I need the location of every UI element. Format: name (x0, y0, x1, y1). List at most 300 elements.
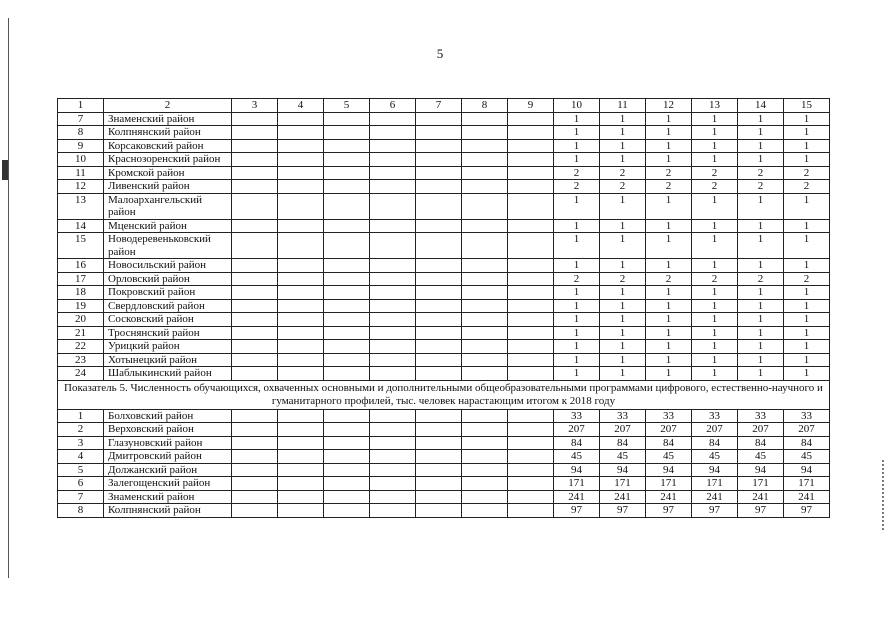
empty-cell (278, 423, 324, 437)
row-number: 16 (58, 259, 104, 273)
empty-cell (324, 450, 370, 464)
empty-cell (232, 353, 278, 367)
empty-cell (416, 193, 462, 219)
column-header: 5 (324, 99, 370, 113)
empty-cell (278, 193, 324, 219)
value-cell: 1 (554, 313, 600, 327)
empty-cell (508, 490, 554, 504)
value-cell: 171 (554, 477, 600, 491)
value-cell: 171 (784, 477, 830, 491)
value-cell: 1 (646, 193, 692, 219)
empty-cell (232, 112, 278, 126)
empty-cell (370, 313, 416, 327)
value-cell: 2 (600, 272, 646, 286)
row-number: 1 (58, 409, 104, 423)
scan-margin-line (8, 18, 9, 578)
empty-cell (370, 340, 416, 354)
empty-cell (416, 299, 462, 313)
empty-cell (462, 166, 508, 180)
empty-cell (508, 423, 554, 437)
value-cell: 241 (738, 490, 784, 504)
empty-cell (462, 299, 508, 313)
empty-cell (232, 340, 278, 354)
empty-cell (324, 409, 370, 423)
row-number: 11 (58, 166, 104, 180)
empty-cell (370, 367, 416, 381)
empty-cell (462, 450, 508, 464)
value-cell: 1 (600, 286, 646, 300)
empty-cell (370, 112, 416, 126)
empty-cell (324, 340, 370, 354)
value-cell: 1 (784, 367, 830, 381)
empty-cell (324, 490, 370, 504)
value-cell: 94 (646, 463, 692, 477)
empty-cell (416, 286, 462, 300)
empty-cell (232, 233, 278, 259)
empty-cell (508, 504, 554, 518)
empty-cell (278, 326, 324, 340)
empty-cell (324, 272, 370, 286)
empty-cell (232, 436, 278, 450)
value-cell: 1 (738, 233, 784, 259)
district-name: Шаблыкинский район (104, 367, 232, 381)
district-name: Новосильский район (104, 259, 232, 273)
value-cell: 2 (784, 272, 830, 286)
empty-cell (232, 490, 278, 504)
empty-cell (324, 112, 370, 126)
empty-cell (370, 477, 416, 491)
row-number: 12 (58, 180, 104, 194)
empty-cell (416, 409, 462, 423)
district-name: Малоархангельский район (104, 193, 232, 219)
empty-cell (232, 313, 278, 327)
value-cell: 1 (784, 233, 830, 259)
empty-cell (508, 299, 554, 313)
empty-cell (324, 259, 370, 273)
row-number: 7 (58, 490, 104, 504)
value-cell: 33 (692, 409, 738, 423)
empty-cell (324, 326, 370, 340)
value-cell: 241 (646, 490, 692, 504)
value-cell: 241 (692, 490, 738, 504)
empty-cell (508, 153, 554, 167)
empty-cell (232, 504, 278, 518)
value-cell: 1 (692, 313, 738, 327)
value-cell: 97 (784, 504, 830, 518)
value-cell: 1 (784, 153, 830, 167)
value-cell: 2 (738, 272, 784, 286)
value-cell: 1 (692, 326, 738, 340)
row-number: 8 (58, 126, 104, 140)
district-name: Болховский район (104, 409, 232, 423)
row-number: 24 (58, 367, 104, 381)
empty-cell (370, 166, 416, 180)
value-cell: 1 (600, 233, 646, 259)
value-cell: 97 (646, 504, 692, 518)
empty-cell (278, 367, 324, 381)
empty-cell (278, 450, 324, 464)
value-cell: 1 (600, 299, 646, 313)
page-number: 5 (436, 46, 444, 61)
column-header: 10 (554, 99, 600, 113)
empty-cell (232, 180, 278, 194)
district-name: Дмитровский район (104, 450, 232, 464)
row-number: 23 (58, 353, 104, 367)
value-cell: 207 (692, 423, 738, 437)
value-cell: 84 (784, 436, 830, 450)
empty-cell (370, 126, 416, 140)
value-cell: 2 (554, 180, 600, 194)
empty-cell (462, 126, 508, 140)
empty-cell (278, 286, 324, 300)
empty-cell (370, 490, 416, 504)
empty-cell (416, 340, 462, 354)
empty-cell (462, 477, 508, 491)
value-cell: 1 (692, 367, 738, 381)
empty-cell (508, 112, 554, 126)
empty-cell (416, 180, 462, 194)
row-number: 4 (58, 450, 104, 464)
empty-cell (370, 504, 416, 518)
empty-cell (278, 112, 324, 126)
value-cell: 1 (784, 126, 830, 140)
district-name: Троснянский район (104, 326, 232, 340)
value-cell: 1 (738, 286, 784, 300)
empty-cell (324, 423, 370, 437)
empty-cell (416, 139, 462, 153)
section-title-row (58, 380, 830, 409)
column-header: 2 (104, 99, 232, 113)
district-name: Глазуновский район (104, 436, 232, 450)
section-title: Показатель 5. Численность обучающихся, охваченных основными и дополнительными общеобразовательными программами цифрового, естественно-научного и гуманитарного профилей, тыс. человек нарастающим итогом к 2018 году (58, 380, 830, 409)
empty-cell (508, 477, 554, 491)
value-cell: 1 (600, 259, 646, 273)
district-name: Покровский район (104, 286, 232, 300)
empty-cell (416, 153, 462, 167)
empty-cell (508, 313, 554, 327)
row-number: 8 (58, 504, 104, 518)
district-name: Знаменский район (104, 490, 232, 504)
empty-cell (278, 463, 324, 477)
value-cell: 1 (646, 112, 692, 126)
table-row (58, 112, 830, 126)
table-row (58, 126, 830, 140)
empty-cell (232, 409, 278, 423)
empty-cell (462, 153, 508, 167)
value-cell: 2 (784, 180, 830, 194)
table-row (58, 340, 830, 354)
empty-cell (370, 353, 416, 367)
column-header: 12 (646, 99, 692, 113)
empty-cell (232, 166, 278, 180)
empty-cell (278, 139, 324, 153)
scan-edge-marks (882, 460, 886, 530)
value-cell: 1 (646, 153, 692, 167)
empty-cell (370, 299, 416, 313)
empty-cell (232, 153, 278, 167)
value-cell: 1 (646, 126, 692, 140)
value-cell: 1 (738, 126, 784, 140)
table-body (58, 99, 830, 518)
value-cell: 1 (554, 219, 600, 233)
value-cell: 1 (600, 326, 646, 340)
empty-cell (324, 299, 370, 313)
value-cell: 45 (600, 450, 646, 464)
empty-cell (462, 423, 508, 437)
empty-cell (278, 153, 324, 167)
table-row (58, 139, 830, 153)
value-cell: 84 (692, 436, 738, 450)
empty-cell (508, 259, 554, 273)
empty-cell (324, 180, 370, 194)
value-cell: 33 (784, 409, 830, 423)
value-cell: 45 (692, 450, 738, 464)
empty-cell (416, 477, 462, 491)
value-cell: 1 (692, 126, 738, 140)
value-cell: 1 (692, 112, 738, 126)
district-name: Урицкий район (104, 340, 232, 354)
value-cell: 1 (554, 353, 600, 367)
value-cell: 1 (692, 219, 738, 233)
empty-cell (462, 409, 508, 423)
empty-cell (370, 259, 416, 273)
empty-cell (508, 219, 554, 233)
empty-cell (462, 193, 508, 219)
empty-cell (508, 326, 554, 340)
value-cell: 1 (646, 353, 692, 367)
empty-cell (462, 112, 508, 126)
empty-cell (324, 139, 370, 153)
empty-cell (508, 139, 554, 153)
value-cell: 1 (646, 367, 692, 381)
table-row (58, 463, 830, 477)
table-row (58, 153, 830, 167)
column-header: 13 (692, 99, 738, 113)
empty-cell (324, 463, 370, 477)
empty-cell (462, 139, 508, 153)
empty-cell (370, 153, 416, 167)
empty-cell (324, 233, 370, 259)
column-header: 4 (278, 99, 324, 113)
row-number: 3 (58, 436, 104, 450)
value-cell: 94 (784, 463, 830, 477)
value-cell: 1 (738, 367, 784, 381)
empty-cell (508, 353, 554, 367)
table-row (58, 353, 830, 367)
table-row (58, 166, 830, 180)
empty-cell (370, 286, 416, 300)
row-number: 20 (58, 313, 104, 327)
empty-cell (278, 313, 324, 327)
value-cell: 1 (646, 139, 692, 153)
empty-cell (324, 367, 370, 381)
empty-cell (324, 166, 370, 180)
value-cell: 2 (738, 166, 784, 180)
district-name: Новодеревеньковский район (104, 233, 232, 259)
column-header: 11 (600, 99, 646, 113)
value-cell: 84 (738, 436, 784, 450)
empty-cell (324, 126, 370, 140)
value-cell: 1 (692, 340, 738, 354)
value-cell: 1 (784, 313, 830, 327)
value-cell: 84 (600, 436, 646, 450)
row-number: 17 (58, 272, 104, 286)
empty-cell (462, 504, 508, 518)
value-cell: 94 (600, 463, 646, 477)
empty-cell (508, 233, 554, 259)
value-cell: 1 (692, 259, 738, 273)
table-row (58, 436, 830, 450)
district-name: Колпнянский район (104, 126, 232, 140)
value-cell: 207 (738, 423, 784, 437)
empty-cell (278, 126, 324, 140)
empty-cell (232, 126, 278, 140)
value-cell: 171 (600, 477, 646, 491)
value-cell: 1 (738, 340, 784, 354)
value-cell: 207 (600, 423, 646, 437)
table-row (58, 490, 830, 504)
value-cell: 171 (692, 477, 738, 491)
row-number: 13 (58, 193, 104, 219)
value-cell: 33 (738, 409, 784, 423)
empty-cell (462, 180, 508, 194)
value-cell: 97 (738, 504, 784, 518)
empty-cell (278, 219, 324, 233)
empty-cell (416, 504, 462, 518)
table-row (58, 272, 830, 286)
column-header: 3 (232, 99, 278, 113)
empty-cell (370, 450, 416, 464)
empty-cell (370, 436, 416, 450)
empty-cell (370, 233, 416, 259)
empty-cell (370, 423, 416, 437)
value-cell: 1 (738, 139, 784, 153)
value-cell: 1 (738, 259, 784, 273)
table-row (58, 180, 830, 194)
value-cell: 1 (692, 139, 738, 153)
value-cell: 1 (692, 193, 738, 219)
value-cell: 1 (600, 353, 646, 367)
table-row (58, 450, 830, 464)
table-header-row (58, 99, 830, 113)
empty-cell (508, 463, 554, 477)
empty-cell (416, 326, 462, 340)
empty-cell (462, 490, 508, 504)
district-name: Залегощенский район (104, 477, 232, 491)
empty-cell (462, 340, 508, 354)
value-cell: 2 (646, 272, 692, 286)
value-cell: 1 (784, 193, 830, 219)
empty-cell (324, 219, 370, 233)
value-cell: 241 (600, 490, 646, 504)
empty-cell (278, 504, 324, 518)
value-cell: 2 (692, 180, 738, 194)
empty-cell (232, 272, 278, 286)
value-cell: 1 (646, 259, 692, 273)
value-cell: 94 (554, 463, 600, 477)
value-cell: 94 (692, 463, 738, 477)
district-name: Кромской район (104, 166, 232, 180)
value-cell: 1 (554, 153, 600, 167)
value-cell: 1 (600, 193, 646, 219)
column-header: 8 (462, 99, 508, 113)
empty-cell (462, 436, 508, 450)
empty-cell (370, 219, 416, 233)
empty-cell (416, 423, 462, 437)
empty-cell (232, 326, 278, 340)
value-cell: 1 (554, 299, 600, 313)
empty-cell (370, 409, 416, 423)
empty-cell (278, 233, 324, 259)
empty-cell (416, 233, 462, 259)
empty-cell (370, 463, 416, 477)
empty-cell (278, 436, 324, 450)
data-table (57, 98, 830, 518)
empty-cell (508, 180, 554, 194)
empty-cell (416, 112, 462, 126)
value-cell: 84 (554, 436, 600, 450)
value-cell: 2 (600, 166, 646, 180)
value-cell: 1 (600, 219, 646, 233)
value-cell: 1 (646, 340, 692, 354)
empty-cell (232, 299, 278, 313)
district-name: Краснозоренский район (104, 153, 232, 167)
empty-cell (232, 423, 278, 437)
empty-cell (370, 272, 416, 286)
value-cell: 1 (554, 139, 600, 153)
value-cell: 1 (692, 233, 738, 259)
empty-cell (324, 153, 370, 167)
value-cell: 207 (784, 423, 830, 437)
value-cell: 33 (554, 409, 600, 423)
empty-cell (278, 490, 324, 504)
empty-cell (324, 477, 370, 491)
district-name: Знаменский район (104, 112, 232, 126)
empty-cell (278, 166, 324, 180)
value-cell: 1 (554, 233, 600, 259)
value-cell: 171 (646, 477, 692, 491)
row-number: 7 (58, 112, 104, 126)
table-row (58, 504, 830, 518)
column-header: 9 (508, 99, 554, 113)
row-number: 10 (58, 153, 104, 167)
value-cell: 2 (692, 272, 738, 286)
district-name: Хотынецкий район (104, 353, 232, 367)
row-number: 18 (58, 286, 104, 300)
empty-cell (508, 286, 554, 300)
row-number: 15 (58, 233, 104, 259)
value-cell: 1 (554, 193, 600, 219)
value-cell: 1 (692, 153, 738, 167)
value-cell: 1 (600, 126, 646, 140)
empty-cell (416, 353, 462, 367)
value-cell: 1 (600, 340, 646, 354)
row-number: 14 (58, 219, 104, 233)
value-cell: 1 (554, 286, 600, 300)
value-cell: 1 (784, 326, 830, 340)
value-cell: 1 (738, 153, 784, 167)
empty-cell (508, 193, 554, 219)
empty-cell (462, 272, 508, 286)
column-header: 7 (416, 99, 462, 113)
empty-cell (508, 367, 554, 381)
empty-cell (370, 193, 416, 219)
empty-cell (508, 340, 554, 354)
empty-cell (416, 126, 462, 140)
value-cell: 1 (738, 353, 784, 367)
empty-cell (416, 436, 462, 450)
value-cell: 1 (738, 112, 784, 126)
